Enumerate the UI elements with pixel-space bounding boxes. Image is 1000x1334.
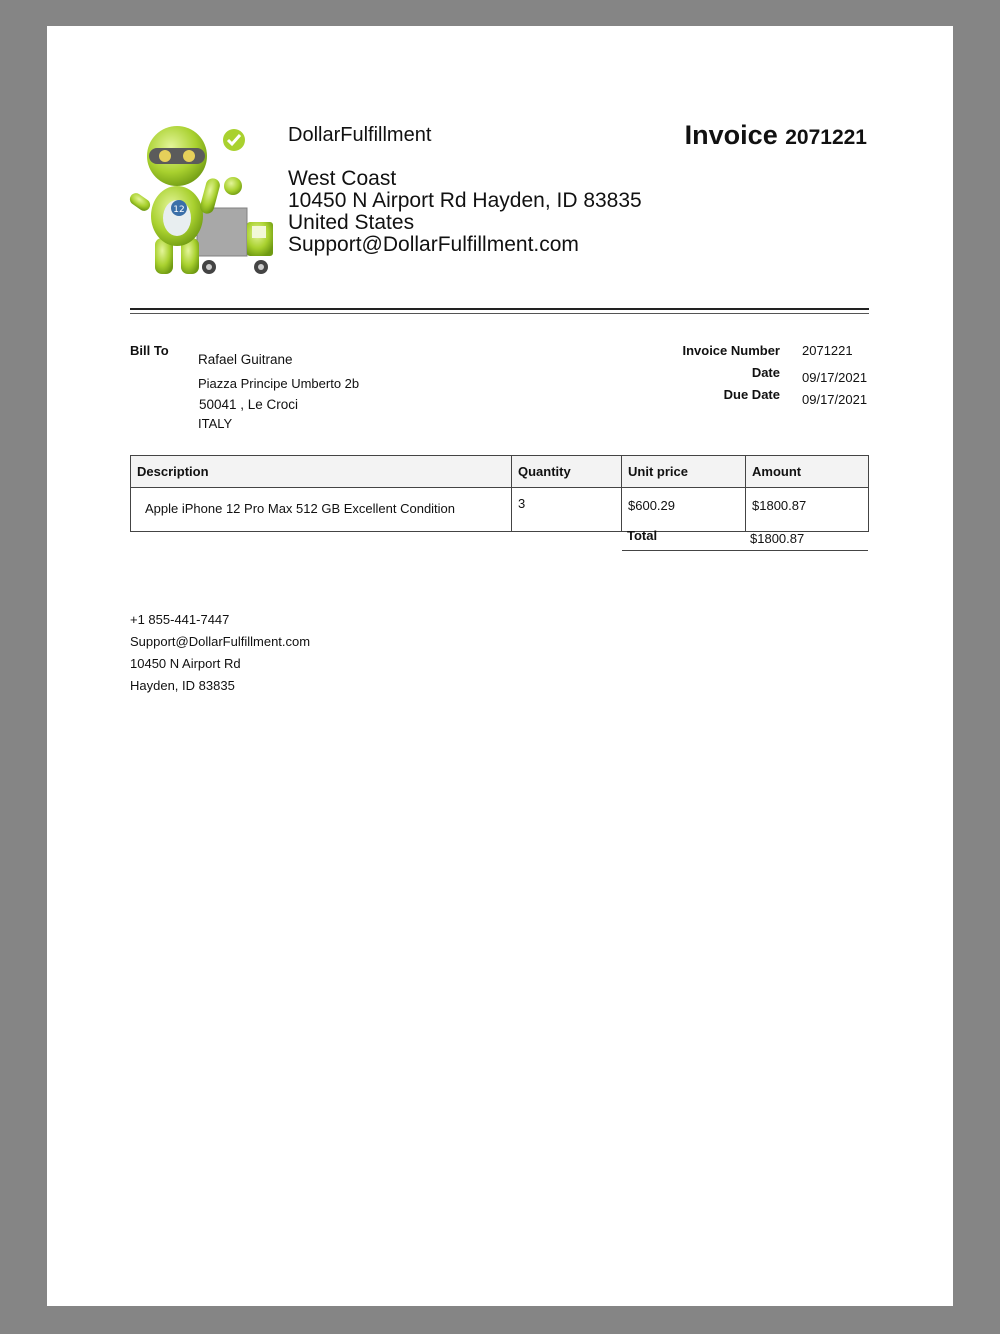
bill-to-name: Rafael Guitrane xyxy=(198,352,293,367)
col-amount-header: Amount xyxy=(746,456,869,488)
line-items-table xyxy=(130,455,869,532)
due-date-label: Due Date xyxy=(723,387,780,402)
invoice-number-label: Invoice Number xyxy=(682,343,780,358)
invoice-heading-number: 2071221 xyxy=(785,126,867,149)
item-description: Apple iPhone 12 Pro Max 512 GB Excellent Condition xyxy=(131,488,512,532)
table-header-row xyxy=(131,456,869,488)
company-address: 10450 N Airport Rd Hayden, ID 83835 xyxy=(288,189,642,212)
company-country: United States xyxy=(288,211,415,234)
date-label: Date xyxy=(751,365,780,380)
bill-to-country: ITALY xyxy=(198,416,233,431)
robot-truck-logo-icon xyxy=(129,126,279,278)
total-underline xyxy=(622,550,868,551)
bill-to-label: Bill To xyxy=(130,343,169,358)
table-row xyxy=(131,488,869,532)
due-date-value: 09/17/2021 xyxy=(802,392,868,407)
invoice-page xyxy=(47,26,953,1306)
date-value: 09/17/2021 xyxy=(802,370,868,385)
invoice-heading-label: Invoice xyxy=(684,120,778,150)
footer-phone: +1 855-441-7447 xyxy=(130,612,230,627)
item-unit-price: $600.29 xyxy=(622,488,746,532)
col-unit-price-header: Unit price xyxy=(622,456,746,488)
company-email: Support@DollarFulfillment.com xyxy=(288,233,579,256)
company-region: West Coast xyxy=(288,167,397,190)
item-amount: $1800.87 xyxy=(746,488,869,532)
item-quantity: 3 xyxy=(512,488,622,532)
total-label: Total xyxy=(627,528,658,543)
footer-contact xyxy=(130,609,310,697)
invoice-heading xyxy=(685,120,867,151)
bill-to-city: 50041 , Le Croci xyxy=(199,397,299,412)
total-value: $1800.87 xyxy=(750,531,805,546)
company-name: DollarFulfillment xyxy=(288,124,432,146)
company-address-block xyxy=(288,168,642,256)
logo-badge-text: 12 xyxy=(173,205,185,215)
col-quantity-header: Quantity xyxy=(512,456,622,488)
invoice-number-value: 2071221 xyxy=(802,343,853,358)
col-description-header: Description xyxy=(131,456,512,488)
footer-city: Hayden, ID 83835 xyxy=(130,678,235,693)
footer-street: 10450 N Airport Rd xyxy=(130,656,241,671)
footer-email: Support@DollarFulfillment.com xyxy=(130,634,311,649)
bill-to-street: Piazza Principe Umberto 2b xyxy=(198,376,360,391)
header-divider xyxy=(130,308,869,314)
